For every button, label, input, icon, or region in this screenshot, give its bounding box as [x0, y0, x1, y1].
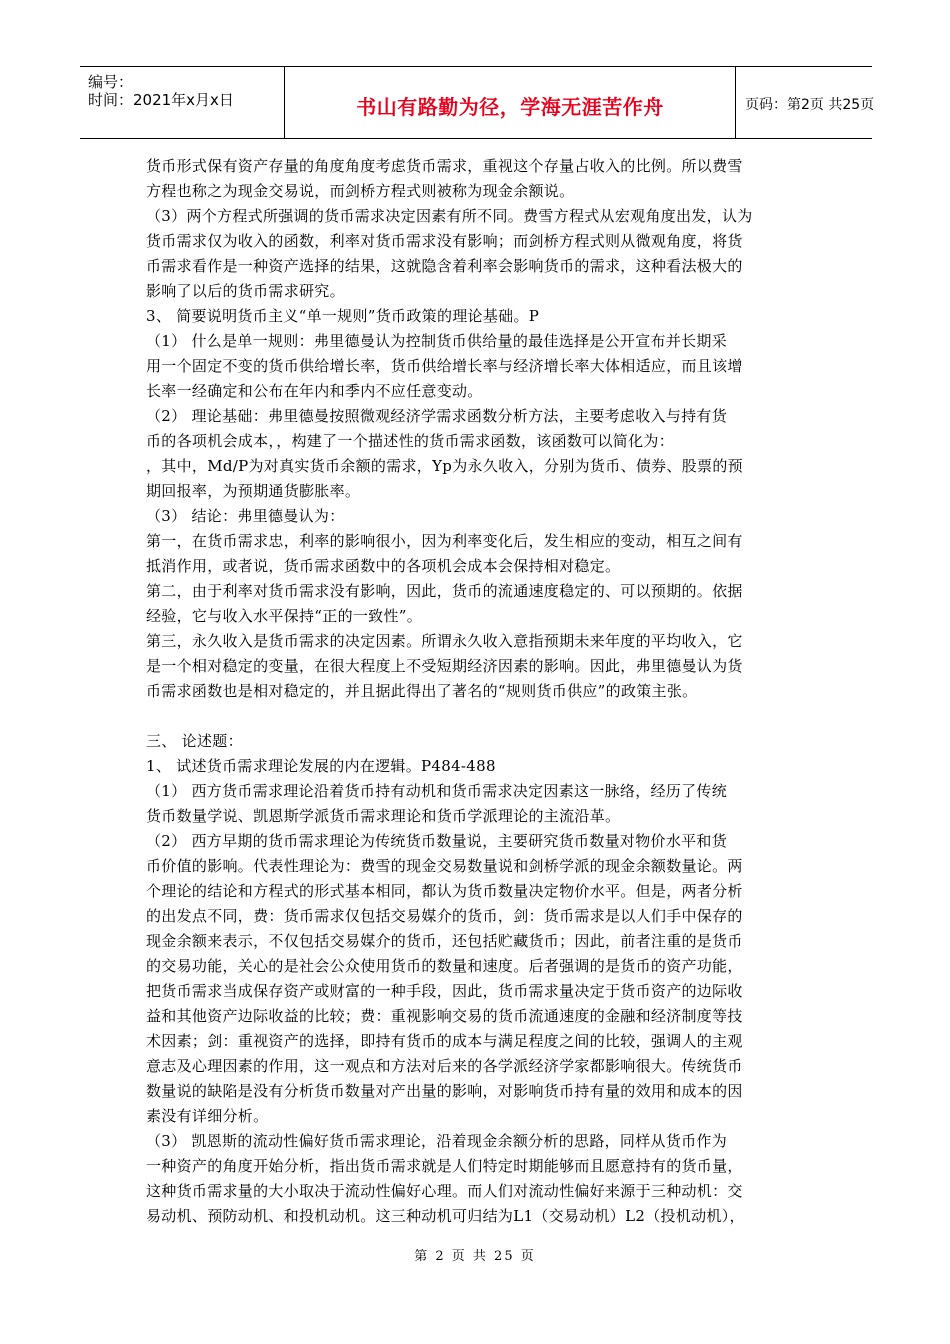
text-line: 是一个相对稳定的变量，在很大程度上不受短期经济因素的影响。因此，弗里德曼认为货 [146, 657, 743, 675]
text-line: 影响了以后的货币需求研究。 [146, 282, 345, 300]
text-line: 素没有详细分析。 [146, 1107, 269, 1125]
text-line: 易动机、预防动机、和投机动机。这三种动机可归结为L1（交易动机）L2（投机动机）， [146, 1207, 745, 1225]
text-line: 第三，永久收入是货币需求的决定因素。所谓永久收入意指预期未来年度的平均收入，它 [146, 632, 743, 650]
text-line: （1） 什么是单一规则：弗里德曼认为控制货币供给量的最佳选择是公开宣布并长期采 [146, 332, 728, 350]
header-meta-cell [80, 67, 285, 138]
text-line: 的交易功能，关心的是社会公众使用货币的数量和速度。后者强调的是货币的资产功能， [146, 957, 743, 975]
text-line: 币需求看作是一种资产选择的结果，这就隐含着利率会影响货币的需求，这种看法极大的 [146, 257, 743, 275]
text-line: 货币数量学说、凯恩斯学派货币需求理论和货币学派理论的主流沿革。 [146, 807, 621, 825]
text-line: 经验，它与收入水平保持“正的一致性”。 [146, 607, 423, 625]
time-label: 时间：2021年x月x日 [88, 91, 234, 109]
text-line: 1、 试述货币需求理论发展的内在逻辑。P484-488 [146, 757, 496, 775]
serial-label: 编号： [88, 73, 134, 91]
text-line: 币需求函数也是相对稳定的，并且据此得出了著名的“规则货币供应”的政策主张。 [146, 682, 698, 700]
text-line: 意志及心理因素的作用，这一观点和方法对后来的各学派经济学家都影响很大。传统货币 [146, 1057, 743, 1075]
text-line: 第二，由于利率对货币需求没有影响，因此，货币的流通速度稳定的、可以预期的。依据 [146, 582, 743, 600]
text-line: 益和其他资产边际收益的比较；费：重视影响交易的货币流通速度的金融和经济制度等技 [146, 1007, 743, 1025]
text-line: （3）两个方程式所强调的货币需求决定因素有所不同。费雪方程式从宏观角度出发，认为 [146, 207, 753, 225]
text-line: 个理论的结论和方程式的形式基本相同，都认为货币数量决定物价水平。但是，两者分析 [146, 882, 743, 900]
page-footer: 第 2 页 共 25 页 [414, 1249, 536, 1264]
page-header [80, 66, 875, 139]
header-page-cell [736, 67, 875, 138]
motto-text: 书山有路勤为径，学海无涯苦作舟 [356, 95, 664, 119]
text-line: 这种货币需求量的大小取决于流动性偏好心理。而人们对流动性偏好来源于三种动机：交 [146, 1182, 743, 1200]
text-line: （1） 西方货币需求理论沿着货币持有动机和货币需求决定因素这一脉络，经历了传统 [146, 782, 728, 800]
page-info: 页码：第2页 共25页 [745, 97, 875, 113]
text-line: 把货币需求当成保存资产或财富的一种手段，因此，货币需求量决定于货币资产的边际收 [146, 982, 743, 1000]
text-line: 一种资产的角度开始分析，指出货币需求就是人们特定时期能够而且愿意持有的货币量， [146, 1157, 743, 1175]
text-line: 术因素；剑：重视资产的选择，即持有货币的成本与满足程度之间的比较，强调人的主观 [146, 1032, 743, 1050]
text-line: 货币需求仅为收入的函数，利率对货币需求没有影响；而剑桥方程式则从微观角度，将货 [146, 232, 743, 250]
text-line: 用一个固定不变的货币供给增长率，货币供给增长率与经济增长率大体相适应，而且该增 [146, 357, 743, 375]
text-line: 的出发点不同，费：货币需求仅包括交易媒介的货币，剑：货币需求是以人们手中保存的 [146, 907, 743, 925]
document-body [146, 154, 816, 1229]
text-line: （2） 理论基础：弗里德曼按照微观经济学需求函数分析方法，主要考虑收入与持有货 [146, 407, 728, 425]
text-line: 抵消作用，或者说，货币需求函数中的各项机会成本会保持相对稳定。 [146, 557, 621, 575]
text-line: 币的各项机会成本，，构建了一个描述性的货币需求函数，该函数可以简化为： [146, 432, 675, 450]
text-line: 三、 论述题： [146, 732, 243, 750]
text-line: 长率一经确定和公布在年内和季内不应任意变动。 [146, 382, 483, 400]
text-line: 3、 简要说明货币主义“单一规则”货币政策的理论基础。P [146, 307, 540, 325]
text-line: 第一，在货币需求忠，利率的影响很小，因为利率变化后，发生相应的变动，相互之间有 [146, 532, 743, 550]
text-line: 方程也称之为现金交易说，而剑桥方程式则被称为现金余额说。 [146, 182, 575, 200]
text-line: （2） 西方早期的货币需求理论为传统货币数量说，主要研究货币数量对物价水平和货 [146, 832, 728, 850]
text-line: 数量说的缺陷是没有分析货币数量对产出量的影响，对影响货币持有量的效用和成本的因 [146, 1082, 743, 1100]
header-motto-cell [285, 67, 736, 138]
text-line: 货币形式保有资产存量的角度角度考虑货币需求，重视这个存量占收入的比例。所以费雪 [146, 157, 743, 175]
text-line: （3） 结论：弗里德曼认为： [146, 507, 345, 525]
text-line: 现金余额来表示，不仅包括交易媒介的货币，还包括贮藏货币；因此，前者注重的是货币 [146, 932, 743, 950]
text-line: （3） 凯恩斯的流动性偏好货币需求理论，沿着现金余额分析的思路，同样从货币作为 [146, 1132, 728, 1150]
text-line: 币价值的影响。代表性理论为：费雪的现金交易数量说和剑桥学派的现金余额数量论。两 [146, 857, 743, 875]
text-line: 期回报率，为预期通货膨胀率。 [146, 482, 361, 500]
text-line: ，其中，Md/P为对真实货币余额的需求，Yp为永久收入，分别为货币、债券、股票的预 [146, 457, 743, 475]
text-line [146, 704, 816, 729]
